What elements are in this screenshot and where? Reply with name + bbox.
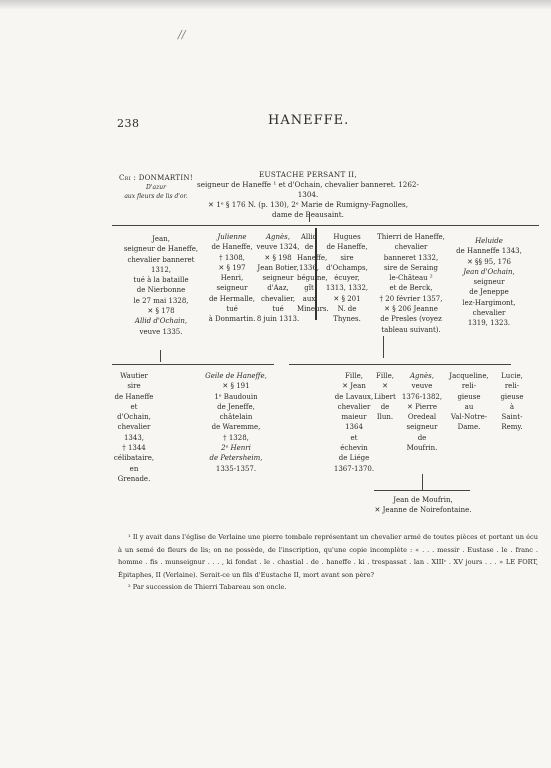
footnote-1: ¹ Il y avait dans l'église de Verlaine une pierre tombale représentant un chevalier armé de toutes pièces et portant un écu à un semé de fleurs de lis; on ne possède, de l'inscription, qu'une copie incomplète : « . . . messir . Eustase . le . franc . homme . fis . munseignur . . . , ki fondat . le . chastial . de . haneffe . ki . trespassat . lan . XIIIᶜ . XV jours . . . » LE FORT, Épitaphes, II (Verlaine). Serait-ce un fils d'Eustache II, mort avant son père?	[118, 533, 538, 579]
gen2-fille2-line: de	[380, 402, 390, 411]
gen2-jacqueline-line: Jacqueline,	[449, 372, 489, 380]
gen1-heluide-line: lez-Hargimont,	[462, 298, 516, 307]
gen1-hugues-line: d'Ochamps,	[326, 263, 368, 272]
gen2-jacqueline-line: au	[464, 402, 474, 411]
gen2-geile-line: † 1328,	[223, 433, 249, 442]
page-number: 238	[117, 117, 140, 130]
gen2-fille1-line: échevin	[340, 444, 368, 453]
footnote-2: ² Par succession de Thierri Tabareau son oncle.	[128, 583, 287, 591]
gen2-agnes3	[398, 371, 446, 453]
gen1-julienne-line: à Donmartin.	[208, 315, 256, 324]
gen1-heluide-line: seigneur	[473, 278, 505, 287]
gen1-jean	[113, 234, 209, 337]
founder-entry	[196, 170, 420, 220]
connector-agnes3	[422, 474, 423, 490]
gen1-agnes-line: seigneur	[262, 274, 294, 283]
gen1-jean-line: seigneur de Haneffe,	[123, 245, 199, 254]
gen1-hugues	[322, 232, 372, 325]
gen1-heluide-line: chevalier	[472, 309, 506, 318]
gen2-wautier-line: Grenade.	[117, 474, 151, 483]
gen2-jacqueline-line: gieuse	[457, 392, 481, 401]
gen1-agnes-line: Agnès,	[265, 233, 290, 241]
gen2-lucie-line: reli-	[504, 382, 520, 391]
gen1-thierri-line: le-Château ²	[389, 274, 433, 283]
gen1-agnes-line: chevalier,	[260, 294, 296, 303]
gen1-allid	[297, 232, 329, 314]
cri-line: Cri : DONMARTIN!	[119, 174, 193, 182]
gen2-wautier-line: 1343,	[123, 433, 145, 442]
connector-gen3	[374, 490, 470, 491]
gen1-julienne-line: de Haneffe,	[211, 243, 253, 252]
gen2-geile-line: Geile de Haneffe,	[205, 372, 267, 380]
gen1-jean-line: ✕ § 178	[147, 307, 175, 316]
gen1-julienne-line: Julienne	[217, 233, 247, 241]
gen1-hugues-line: ✕ § 201	[333, 294, 361, 303]
gen1-thierri-line: chevalier	[394, 243, 428, 252]
gen1-agnes-line: Jean Botier,	[257, 263, 299, 272]
gen2-agnes3-line: ✕ Pierre	[406, 402, 438, 411]
gen1-julienne-line: seigneur	[216, 284, 248, 293]
connector-gen2-left	[112, 364, 274, 365]
gen1-allid-line: de	[304, 243, 314, 252]
connector-hugues	[383, 336, 384, 358]
gen3-line: Jean de Moufrin,	[393, 496, 453, 504]
gen1-hugues-line: Thynes.	[333, 315, 361, 324]
connector-jean	[160, 350, 161, 362]
gen1-hugues-line: 1313, 1332,	[325, 284, 369, 293]
gen2-fille1-line: ✕ Jean	[342, 382, 366, 391]
gen2-fille1-line: chevalier	[337, 402, 371, 411]
gen2-geile-line: 1335-1357.	[215, 464, 257, 473]
gen2-geile-line: de Petersheim,	[209, 454, 263, 463]
gen2-fille2-line: Fille,	[376, 372, 394, 380]
gen1-thierri-line: † 20 février 1357,	[379, 294, 443, 303]
gen1-allid-line: béguine,	[297, 274, 328, 283]
gen2-agnes3-line: Oredeal	[407, 413, 437, 422]
gen2-lucie-line: gieuse	[500, 392, 524, 401]
gen2-lucie-line: Lucie,	[501, 372, 523, 380]
gen2-geile-line: de Waremme,	[211, 423, 261, 432]
gen1-agnes	[254, 232, 302, 325]
gen1-thierri-line: Thierri de Haneffe,	[377, 233, 445, 241]
gen1-agnes-line: ✕ § 198	[264, 253, 292, 262]
gen1-thierri	[371, 232, 451, 335]
gen1-heluide-line: Heluide	[475, 237, 503, 245]
gen1-jean-line: veuve 1335.	[139, 327, 183, 336]
gen2-fille2-line: Ilun.	[376, 413, 394, 422]
gen1-heluide-line: ✕ §§ 95, 176	[466, 257, 512, 266]
gen1-agnes-line: 8 juin 1313.	[256, 315, 300, 324]
cri-arms: D'azur	[146, 184, 166, 191]
gen3-jean-de-moufrin	[355, 495, 491, 516]
gen2-fille2-line: ✕	[382, 382, 388, 391]
gen1-hugues-line: de Haneffe,	[326, 243, 368, 252]
gen1-agnes-line: d'Aaz,	[267, 284, 289, 293]
gen2-agnes3-line: Agnès,	[409, 372, 434, 380]
gen2-wautier-line: en	[129, 464, 139, 473]
gen1-jean-line: tué à la bataille	[133, 276, 189, 285]
gen1-jean-line: Allid d'Ochain,	[134, 317, 188, 326]
gen2-geile-line: de Jeneffe,	[217, 402, 255, 411]
gen2-geile-line: ✕ § 191	[222, 382, 250, 391]
founder-marriage: ✕ 1ᵉ § 176 N. (p. 130), 2ᵉ Marie de Rumigny-Fagnolles,	[207, 200, 409, 209]
gen2-wautier-line: célibataire,	[113, 454, 155, 463]
gen1-julienne-line: † 1308,	[219, 253, 245, 262]
gen1-julienne-line: tué	[226, 305, 238, 314]
gen2-jacqueline	[446, 371, 492, 433]
gen1-agnes-line: tué	[272, 305, 284, 314]
gen2-wautier-line: Wautier	[120, 372, 148, 380]
gen1-allid-line: aux	[302, 294, 316, 303]
gen1-allid-line: Allid	[300, 233, 318, 241]
founder-marriage-2: dame de Beausaint.	[272, 210, 344, 219]
gen1-allid-line: Haneffe,	[297, 253, 328, 262]
gen2-geile-line: 1ᵉ Baudouin	[214, 392, 258, 401]
gen2-fille1	[333, 371, 375, 474]
cri-block	[118, 174, 194, 201]
gen1-thierri-line: sire de Seraing	[383, 263, 439, 272]
gen1-jean-line: le 27 mai 1328,	[133, 296, 189, 305]
gen2-fille1-line: de Lavaux,	[334, 392, 374, 401]
connector-gen2-right	[289, 364, 511, 365]
gen2-wautier-line: sire	[127, 382, 141, 391]
gen2-fille1-line: 1367-1370.	[333, 464, 375, 473]
gen2-agnes3-line: 1376-1382,	[401, 392, 443, 401]
gen2-wautier-line: chevalier	[117, 423, 151, 432]
gen1-allid-line: Mineurs.	[297, 305, 329, 314]
gen1-thierri-line: de Presles (voyez	[380, 315, 442, 324]
gen2-agnes3-line: veuve	[411, 382, 433, 391]
running-head: HANEFFE.	[268, 113, 350, 128]
gen1-julienne-line: Henri,	[220, 274, 244, 283]
gen1-jean-line: de Nierbonne	[136, 286, 186, 295]
gen2-fille1-line: maieur	[341, 413, 367, 422]
gen2-fille2-line: Libert	[374, 392, 396, 401]
gen2-fille1-line: 1364	[345, 423, 363, 432]
gen1-jean-line: 1312,	[150, 265, 172, 274]
gen1-thierri-line: tableau suivant).	[381, 325, 441, 334]
gen2-agnes3-line: Moufrin.	[406, 444, 438, 453]
gen2-wautier-line: de Haneffe	[114, 392, 154, 401]
gen2-lucie-line: Saint-	[501, 413, 523, 422]
gen1-jean-line: chevalier banneret	[127, 255, 195, 264]
gen2-lucie-line: à	[509, 402, 515, 411]
gen2-wautier	[113, 371, 155, 484]
connector-founder	[309, 212, 310, 222]
gen2-agnes3-line: de	[417, 433, 427, 442]
gen2-wautier-line: † 1344	[122, 444, 146, 453]
gen2-jacqueline-line: Val-Notre-	[450, 413, 488, 422]
gen2-wautier-line: d'Ochain,	[117, 413, 151, 422]
gen2-lucie	[491, 371, 533, 433]
gen1-heluide	[451, 236, 527, 329]
gen1-hugues-line: sire	[340, 253, 354, 262]
gen1-allid-line: gît	[304, 284, 314, 293]
page-top-edge	[0, 0, 551, 10]
gen2-fille1-line: et	[350, 433, 358, 442]
gen2-geile-line: châtelain	[219, 413, 253, 422]
gen1-julienne-line: ✕ § 197	[218, 263, 246, 272]
gen1-heluide-line: de Hanneffe 1343,	[456, 247, 522, 256]
gen2-fille2	[372, 371, 398, 422]
gen2-wautier-line: et	[130, 402, 138, 411]
gen1-agnes-line: veuve 1324,	[256, 243, 300, 252]
margin-mark: //	[178, 28, 186, 41]
founder-name: EUSTACHE PERSANT II,	[258, 170, 358, 179]
gen1-hugues-line: Hugues	[333, 233, 361, 241]
gen1-julienne-line: de Hermalle,	[208, 294, 256, 303]
gen2-geile	[203, 371, 269, 474]
gen1-heluide-line: 1319, 1323.	[467, 319, 511, 328]
footnotes	[118, 531, 538, 594]
gen1-jean-line: Jean,	[152, 235, 170, 243]
gen2-geile-line: 2ᵉ Henri	[221, 444, 251, 453]
gen1-heluide-line: de Jeneppe	[469, 288, 509, 297]
gen2-fille1-line: Fille,	[345, 372, 363, 380]
founder-title: seigneur de Haneffe ¹ et d'Ochain, chevalier banneret. 1262-1304.	[197, 180, 419, 199]
gen1-thierri-line: banneret 1332,	[383, 253, 439, 262]
connector-gen1	[112, 225, 539, 226]
gen3-line: ✕ Jeanne de Noirefontaine.	[374, 506, 472, 515]
gen2-fille1-line: de Liége	[338, 454, 370, 463]
gen2-jacqueline-line: reli-	[461, 382, 477, 391]
gen1-heluide-line: Jean d'Ochain,	[463, 267, 515, 276]
gen1-hugues-line: N. de	[337, 305, 357, 314]
gen2-jacqueline-line: Dame.	[457, 423, 481, 432]
gen2-agnes3-line: seigneur	[406, 423, 438, 432]
cri-arms-2: aux fleurs de lis d'or.	[124, 193, 188, 200]
gen1-hugues-line: écuyer,	[334, 274, 360, 283]
gen2-lucie-line: Remy.	[501, 423, 523, 432]
gen1-julienne	[208, 232, 256, 325]
gen1-thierri-line: et de Berck,	[389, 284, 433, 293]
gen1-allid-line: 1336,	[298, 263, 320, 272]
gen1-thierri-line: ✕ § 206 Jeanne	[384, 305, 438, 314]
